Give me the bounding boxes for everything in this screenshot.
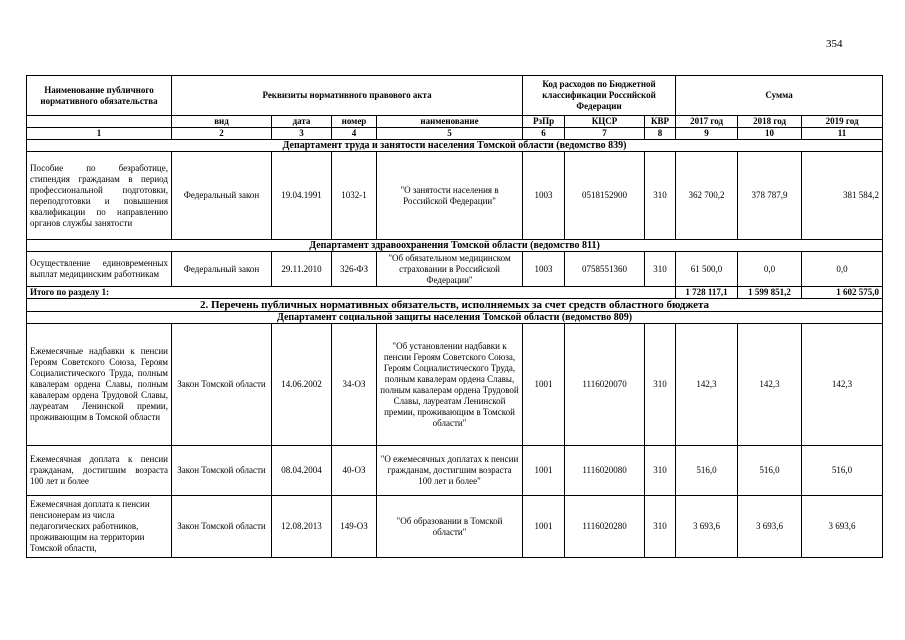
header-budget-code: Код расходов по Бюджетной классификации Российской Федерации (523, 76, 676, 116)
table-row (27, 152, 883, 240)
table-row (27, 496, 883, 558)
sum-2017: 516,0 (676, 446, 738, 496)
header-col-kind: вид (172, 116, 272, 128)
total-2017: 1 728 117,1 (676, 287, 738, 299)
column-number: 5 (377, 128, 523, 140)
total-2019: 1 602 575,0 (802, 287, 883, 299)
header-obligation-name: Наименование публичного нормативного обязательства (27, 76, 172, 116)
column-number: 2 (172, 128, 272, 140)
table-row (27, 252, 883, 287)
sum-2018: 142,3 (738, 324, 802, 446)
act-date: 14.06.2002 (272, 324, 332, 446)
header-col-date: дата (272, 116, 332, 128)
obligation-name: Ежемесячная доплата к пенсии гражданам, достигшим возраста 100 лет и более (27, 446, 172, 496)
table-row (27, 324, 883, 446)
act-kind: Закон Томской области (172, 496, 272, 558)
act-kind: Федеральный закон (172, 152, 272, 240)
sum-2018: 0,0 (738, 252, 802, 287)
sum-2018: 378 787,9 (738, 152, 802, 240)
column-number: 1 (27, 128, 172, 140)
sum-2019: 0,0 (802, 252, 883, 287)
column-number: 4 (332, 128, 377, 140)
sum-2017: 362 700,2 (676, 152, 738, 240)
act-title: "Об обязательном медицинском страховании в Российской Федерации" (377, 252, 523, 287)
rzpr-code: 1003 (523, 252, 565, 287)
column-number: 7 (565, 128, 645, 140)
kcsr-code: 1116020070 (565, 324, 645, 446)
total-label: Итого по разделу 1: (27, 287, 676, 299)
act-kind: Федеральный закон (172, 252, 272, 287)
sum-2019: 142,3 (802, 324, 883, 446)
section-row (27, 240, 883, 252)
rzpr-code: 1001 (523, 324, 565, 446)
section-social-dept: Департамент социальной защиты населения Томской области (ведомство 809) (27, 312, 883, 324)
kvr-code: 310 (645, 496, 676, 558)
section-row (27, 140, 883, 152)
total-row (27, 287, 883, 299)
act-number: 34-ОЗ (332, 324, 377, 446)
page-number: 354 (826, 38, 843, 50)
header-sum: Сумма (676, 76, 883, 116)
header-col-kcsr: КЦСР (565, 116, 645, 128)
sum-2018: 516,0 (738, 446, 802, 496)
total-2018: 1 599 851,2 (738, 287, 802, 299)
kcsr-code: 1116020280 (565, 496, 645, 558)
act-date: 29.11.2010 (272, 252, 332, 287)
rzpr-code: 1001 (523, 446, 565, 496)
header-row (27, 76, 883, 116)
act-number: 40-ОЗ (332, 446, 377, 496)
act-date: 12.08.2013 (272, 496, 332, 558)
column-number: 3 (272, 128, 332, 140)
part2-title: 2. Перечень публичных нормативных обязательств, исполняемых за счет средств областного бюджета (27, 299, 883, 312)
obligation-name: Пособие по безработице, стипендия гражданам в период профессиональной подготовки, переподготовки и повышения квалификации по направлению органов службы занятости (27, 152, 172, 240)
rzpr-code: 1001 (523, 496, 565, 558)
act-title: "О занятости населения в Российской Федерации" (377, 152, 523, 240)
column-number: 6 (523, 128, 565, 140)
rzpr-code: 1003 (523, 152, 565, 240)
kvr-code: 310 (645, 152, 676, 240)
column-number: 9 (676, 128, 738, 140)
act-title: "Об образовании в Томской области" (377, 496, 523, 558)
kvr-code: 310 (645, 252, 676, 287)
obligation-name: Осуществление единовременных выплат медицинским работникам (27, 252, 172, 287)
section-labor-dept: Департамент труда и занятости населения Томской области (ведомство 839) (27, 140, 883, 152)
header-subcolumns (27, 116, 883, 128)
act-number: 326-ФЗ (332, 252, 377, 287)
column-number: 8 (645, 128, 676, 140)
section-row (27, 299, 883, 312)
act-title: "Об установлении надбавки к пенсии Героям Советского Союза, Героям Социалистического Труда, полным кавалерам ордена Славы, полным кавалерам ордена Трудовой Славы, лауреатам Ленинской премии, проживающим в Томской области" (377, 324, 523, 446)
sum-2017: 61 500,0 (676, 252, 738, 287)
kcsr-code: 0758551360 (565, 252, 645, 287)
obligations-table (26, 75, 883, 558)
header-col-2017: 2017 год (676, 116, 738, 128)
sum-2017: 3 693,6 (676, 496, 738, 558)
act-number: 1032-1 (332, 152, 377, 240)
act-kind: Закон Томской области (172, 324, 272, 446)
sum-2019: 3 693,6 (802, 496, 883, 558)
table-row (27, 446, 883, 496)
sum-2018: 3 693,6 (738, 496, 802, 558)
act-date: 19.04.1991 (272, 152, 332, 240)
header-col-kvr: КВР (645, 116, 676, 128)
kvr-code: 310 (645, 324, 676, 446)
act-date: 08.04.2004 (272, 446, 332, 496)
act-number: 149-ОЗ (332, 496, 377, 558)
column-numbers-row (27, 128, 883, 140)
kcsr-code: 1116020080 (565, 446, 645, 496)
kvr-code: 310 (645, 446, 676, 496)
header-act-details: Реквизиты нормативного правового акта (172, 76, 523, 116)
sum-2019: 516,0 (802, 446, 883, 496)
act-title: "О ежемесячных доплатах к пенсии гражданам, достигшим возраста 100 лет и более" (377, 446, 523, 496)
header-col-title: наименование (377, 116, 523, 128)
obligation-name: Ежемесячная доплата к пенсии пенсионерам из числа педагогических работников, проживающим на территории Томской области, (27, 496, 172, 558)
sum-2017: 142,3 (676, 324, 738, 446)
kcsr-code: 0518152900 (565, 152, 645, 240)
column-number: 11 (802, 128, 883, 140)
obligation-name: Ежемесячные надбавки к пенсии Героям Советского Союза, Героям Социалистического Труда, полным кавалерам ордена Славы, полным кавалерам ордена Трудовой Славы, лауреатам Ленинской премии, проживающим в Томской области (27, 324, 172, 446)
header-empty-cell (27, 116, 172, 128)
section-health-dept: Департамент здравоохранения Томской области (ведомство 811) (27, 240, 883, 252)
section-row (27, 312, 883, 324)
sum-2019: 381 584,2 (802, 152, 883, 240)
act-kind: Закон Томской области (172, 446, 272, 496)
header-col-2019: 2019 год (802, 116, 883, 128)
header-col-rzpr: РзПр (523, 116, 565, 128)
header-col-number: номер (332, 116, 377, 128)
column-number: 10 (738, 128, 802, 140)
header-col-2018: 2018 год (738, 116, 802, 128)
